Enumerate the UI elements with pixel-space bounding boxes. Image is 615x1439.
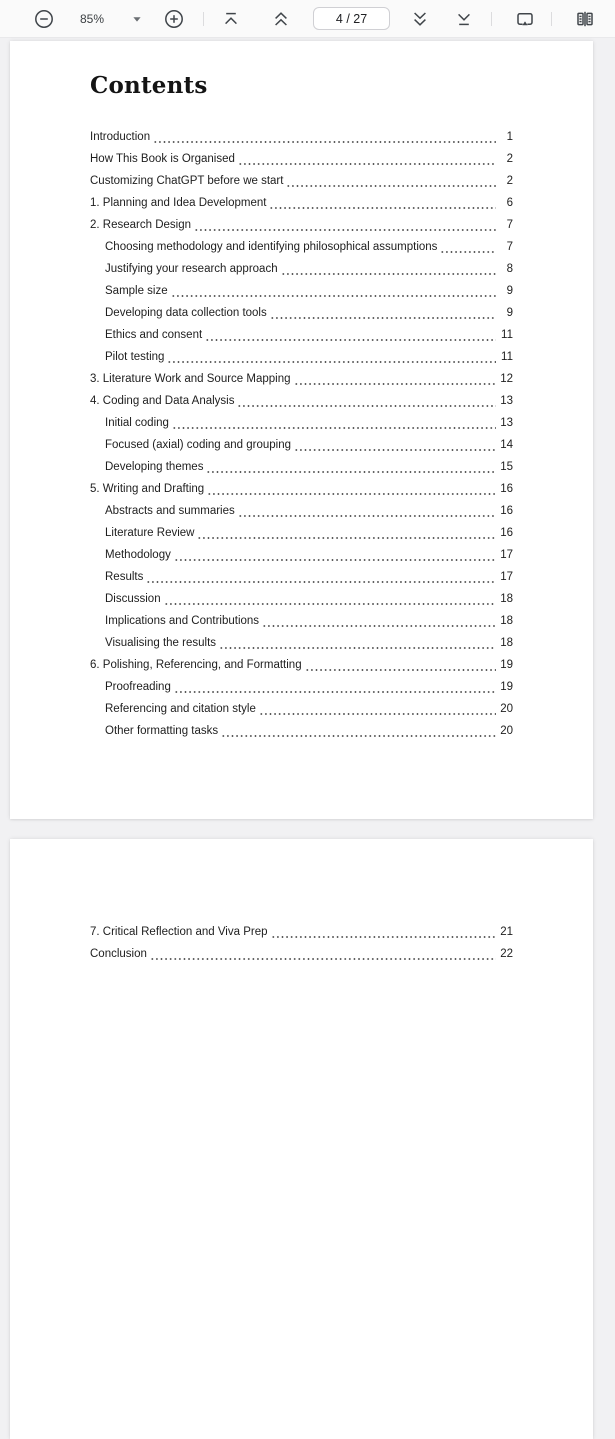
toc-entry-label: 3. Literature Work and Source Mapping xyxy=(90,373,291,385)
toc-leader-dots xyxy=(286,170,496,192)
zoom-out-icon xyxy=(34,9,54,29)
toc-entry[interactable] xyxy=(90,921,513,943)
zoom-dropdown-button[interactable] xyxy=(132,14,142,24)
double-chevron-down-icon xyxy=(410,9,430,29)
toc-entry-page-number: 18 xyxy=(500,637,513,649)
toc-leader-dots xyxy=(150,943,496,965)
toc-leader-dots xyxy=(281,258,496,280)
toc-entry[interactable] xyxy=(90,258,513,280)
toc-leader-dots xyxy=(262,610,496,632)
toc-entry-label: Visualising the results xyxy=(105,637,217,649)
toc-entry-page-number: 7 xyxy=(506,241,513,253)
toc-entry-page-number: 22 xyxy=(500,948,513,960)
toc-entry[interactable] xyxy=(90,148,513,170)
first-page-button[interactable] xyxy=(221,9,241,29)
toc-leader-dots xyxy=(197,522,496,544)
double-chevron-up-icon xyxy=(271,9,291,29)
toc-entry[interactable] xyxy=(90,434,513,456)
toc-entry-page-number: 2 xyxy=(506,153,513,165)
toc-entry[interactable] xyxy=(90,456,513,478)
toc-leader-dots xyxy=(221,720,496,742)
toc-entry[interactable] xyxy=(90,522,513,544)
toc-entry-page-number: 1 xyxy=(506,131,513,143)
zoom-out-button[interactable] xyxy=(34,9,54,29)
open-book-icon xyxy=(575,9,595,29)
toc-entry-page-number: 8 xyxy=(506,263,513,275)
previous-page-button[interactable] xyxy=(271,9,291,29)
toc-entry-label: Results xyxy=(105,571,144,583)
toc-entry-label: Conclusion xyxy=(90,948,147,960)
toc-entry-label: Pilot testing xyxy=(105,351,165,363)
toc-entry[interactable] xyxy=(90,478,513,500)
toc-entry[interactable] xyxy=(90,126,513,148)
toc-entry[interactable] xyxy=(90,566,513,588)
toc-entry[interactable] xyxy=(90,610,513,632)
toc-leader-dots xyxy=(238,148,496,170)
toc-entry-label: 7. Critical Reflection and Viva Prep xyxy=(90,926,268,938)
toc-entry-label: Discussion xyxy=(105,593,161,605)
zoom-in-button[interactable] xyxy=(164,9,184,29)
toc-leader-dots xyxy=(167,346,496,368)
toc-entry[interactable] xyxy=(90,324,513,346)
last-page-icon xyxy=(454,9,474,29)
toc-entry-label: Ethics and consent xyxy=(105,329,203,341)
toc-entry[interactable] xyxy=(90,236,513,258)
toc-entry-page-number: 13 xyxy=(500,417,513,429)
last-page-button[interactable] xyxy=(454,9,474,29)
toc-entry-label: Methodology xyxy=(105,549,171,561)
document-viewer-area xyxy=(0,41,615,973)
facing-pages-view-button[interactable] xyxy=(575,9,595,29)
toc-leader-dots xyxy=(171,280,496,302)
toc-entry-page-number: 20 xyxy=(500,725,513,737)
toc-leader-dots xyxy=(174,676,496,698)
toc-entry-label: 1. Planning and Idea Development xyxy=(90,197,267,209)
toc-entry[interactable] xyxy=(90,170,513,192)
toc-entry-label: 6. Polishing, Referencing, and Formatting xyxy=(90,659,302,671)
toc-entry-label: Literature Review xyxy=(105,527,195,539)
toc-entry-label: Abstracts and summaries xyxy=(105,505,235,517)
toc-leader-dots xyxy=(440,236,496,258)
toc-entry-label: 2. Research Design xyxy=(90,219,191,231)
toc-leader-dots xyxy=(206,456,496,478)
zoom-in-icon xyxy=(164,9,184,29)
toc-entry[interactable] xyxy=(90,720,513,742)
toc-entry[interactable] xyxy=(90,346,513,368)
toc-entry-label: Sample size xyxy=(105,285,168,297)
toc-leader-dots xyxy=(294,434,496,456)
toc-entry-page-number: 11 xyxy=(501,329,513,341)
toc-entry-label: Customizing ChatGPT before we start xyxy=(90,175,284,187)
toc-entry-label: 4. Coding and Data Analysis xyxy=(90,395,235,407)
toc-entry-page-number: 11 xyxy=(501,351,513,363)
toc-entry[interactable] xyxy=(90,214,513,236)
toc-leader-dots xyxy=(270,302,496,324)
toc-entry-page-number: 7 xyxy=(506,219,513,231)
toc-entry-label: Developing data collection tools xyxy=(105,307,267,319)
toc-entry-page-number: 16 xyxy=(500,483,513,495)
toc-entry[interactable] xyxy=(90,192,513,214)
toc-entry-page-number: 18 xyxy=(500,593,513,605)
toc-entry[interactable] xyxy=(90,654,513,676)
toc-leader-dots xyxy=(269,192,496,214)
toc-entry-page-number: 19 xyxy=(500,681,513,693)
toc-entry-label: Other formatting tasks xyxy=(105,725,219,737)
toc-entry-page-number: 14 xyxy=(500,439,513,451)
next-page-button[interactable] xyxy=(410,9,430,29)
toc-entry-label: Introduction xyxy=(90,131,151,143)
toc-entry[interactable] xyxy=(90,412,513,434)
toc-entry[interactable] xyxy=(90,368,513,390)
toc-entry[interactable] xyxy=(90,280,513,302)
toc-leader-dots xyxy=(205,324,496,346)
toc-entry-label: Implications and Contributions xyxy=(105,615,260,627)
toc-leader-dots xyxy=(172,412,496,434)
toc-leader-dots xyxy=(146,566,496,588)
toc-entry-page-number: 13 xyxy=(500,395,513,407)
toc-entry-page-number: 21 xyxy=(500,926,513,938)
toc-entry-page-number: 17 xyxy=(500,571,513,583)
page-number-input[interactable] xyxy=(313,7,390,30)
toc-entry[interactable] xyxy=(90,698,513,720)
pdf-page-contents-continued xyxy=(10,839,593,1439)
toc-leader-dots xyxy=(271,921,497,943)
toolbar-separator xyxy=(203,12,204,26)
toc-leader-dots xyxy=(305,654,496,676)
toc-leader-dots xyxy=(207,478,496,500)
toc-entry-page-number: 17 xyxy=(500,549,513,561)
toc-entry[interactable] xyxy=(90,943,513,965)
toc-entry[interactable] xyxy=(90,500,513,522)
toc-entry-label: Initial coding xyxy=(105,417,169,429)
zoom-level-label: 85% xyxy=(80,11,105,26)
toc-leader-dots xyxy=(238,500,496,522)
toolbar-separator xyxy=(491,12,492,26)
toc-leader-dots xyxy=(174,544,496,566)
toc-entry-page-number: 12 xyxy=(500,373,513,385)
toc-entry-page-number: 20 xyxy=(500,703,513,715)
toc-entry-page-number: 6 xyxy=(506,197,513,209)
table-of-contents xyxy=(90,126,513,742)
toc-entry-page-number: 2 xyxy=(506,175,513,187)
chevron-down-caret-icon xyxy=(132,14,142,24)
pdf-page-contents xyxy=(10,41,593,819)
toc-entry-label: Justifying your research approach xyxy=(105,263,278,275)
toc-leader-dots xyxy=(194,214,496,236)
toc-entry-page-number: 16 xyxy=(500,527,513,539)
toc-leader-dots xyxy=(219,632,496,654)
presentation-mode-button[interactable] xyxy=(515,9,535,29)
page-title: Contents xyxy=(90,72,208,99)
toc-entry-label: How This Book is Organised xyxy=(90,153,235,165)
toc-entry-label: Focused (axial) coding and grouping xyxy=(105,439,292,451)
toc-entry-label: Developing themes xyxy=(105,461,204,473)
toc-leader-dots xyxy=(153,126,496,148)
toc-entry-label: Choosing methodology and identifying philosophical assumptions xyxy=(105,241,438,253)
toolbar-separator xyxy=(551,12,552,26)
pdf-viewer-toolbar xyxy=(0,0,615,38)
first-page-icon xyxy=(221,9,241,29)
toc-entry-page-number: 19 xyxy=(500,659,513,671)
toc-entry[interactable] xyxy=(90,390,513,412)
toc-entry-label: 5. Writing and Drafting xyxy=(90,483,205,495)
toc-entry[interactable] xyxy=(90,632,513,654)
toc-entry-label: Referencing and citation style xyxy=(105,703,256,715)
presentation-display-icon xyxy=(515,9,535,29)
toc-entry[interactable] xyxy=(90,544,513,566)
toc-entry-page-number: 16 xyxy=(500,505,513,517)
toc-leader-dots xyxy=(294,368,496,390)
toc-entry-label: Proofreading xyxy=(105,681,171,693)
toc-leader-dots xyxy=(237,390,496,412)
toc-entry-page-number: 9 xyxy=(506,285,513,297)
toc-entry[interactable] xyxy=(90,588,513,610)
table-of-contents-continued xyxy=(90,921,513,965)
toc-entry-page-number: 15 xyxy=(500,461,513,473)
toc-entry[interactable] xyxy=(90,302,513,324)
toc-entry-page-number: 9 xyxy=(506,307,513,319)
toc-entry[interactable] xyxy=(90,676,513,698)
toc-entry-page-number: 18 xyxy=(500,615,513,627)
toc-leader-dots xyxy=(164,588,496,610)
toc-leader-dots xyxy=(259,698,496,720)
